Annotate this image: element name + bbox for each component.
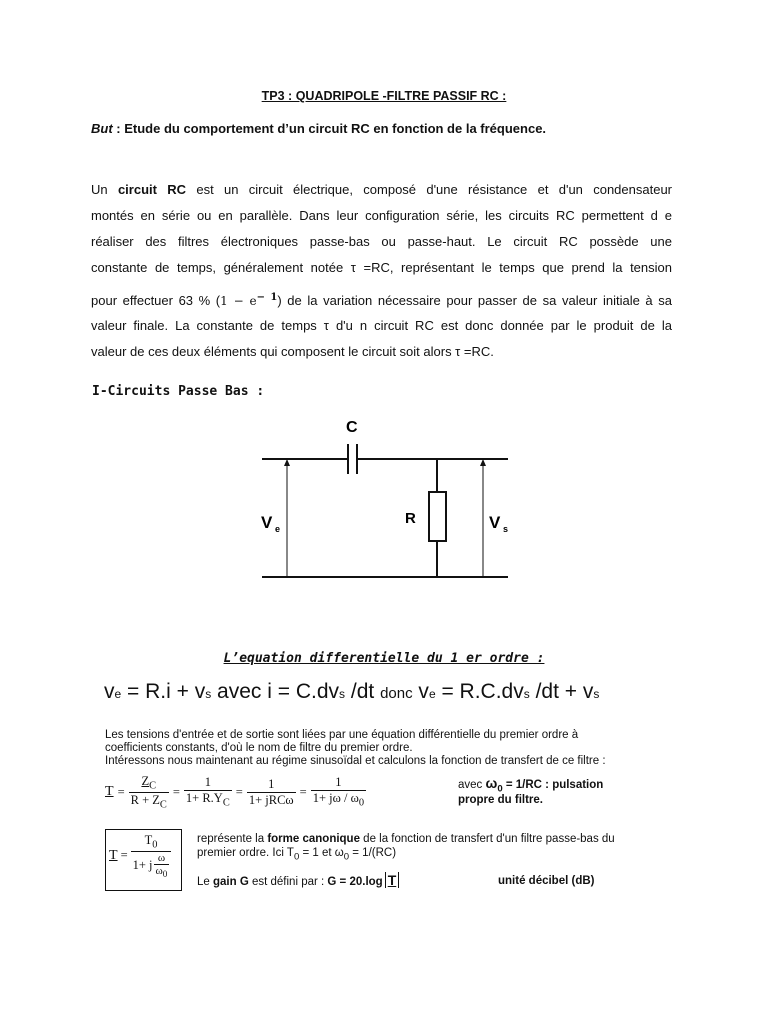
- omega-denominator: [154, 865, 170, 879]
- resistor-symbol: [429, 492, 446, 541]
- desc-text: = 1 et ω: [299, 847, 344, 859]
- eq-term: = R.i + v: [121, 680, 206, 703]
- rc-circuit-diagram: [240, 408, 530, 588]
- canonical-formula: [109, 833, 171, 879]
- intro-text: ) de la variation nécessaire pour passer de sa valeur initiale à sa: [277, 293, 672, 308]
- resistor-label: R: [405, 510, 416, 527]
- fraction-numerator: [129, 774, 169, 793]
- fraction-denominator: [311, 791, 366, 809]
- desc-text: premier ordre. Ici T: [197, 847, 294, 859]
- desc-subscript: 0: [293, 851, 300, 863]
- desc-keyword: forme canonique: [267, 833, 360, 845]
- canonical-symbol: T: [109, 847, 118, 863]
- intro-line-2: montés en série ou en parallèle. Dans leur configuration série, les circuits RC permettent d e: [91, 208, 672, 223]
- denominator-text: 1+ j: [132, 857, 153, 872]
- eq-term: = R.C.dv: [435, 680, 524, 703]
- denominator-sub: C: [159, 799, 167, 810]
- eq-subscript: s: [593, 687, 600, 701]
- eq-term: v: [412, 680, 429, 703]
- explain-line-3: Intéressons nous maintenant au régime sinusoïdal et calculons la fonction de transfert de ce filtre :: [105, 755, 606, 767]
- gain-modulus: T: [385, 872, 400, 888]
- intro-line-1: [91, 177, 672, 203]
- eq-term: /dt + v: [529, 680, 594, 703]
- note-text: avec: [458, 779, 486, 791]
- fraction-denominator: [129, 793, 169, 811]
- equation-title: L’equation differentielle du 1 er ordre :: [223, 651, 545, 666]
- intro-line-5: [91, 285, 672, 314]
- section-heading: I-Circuits Passe Bas :: [92, 384, 265, 399]
- decay-formula: [220, 294, 277, 308]
- canonical-denominator: [131, 852, 172, 879]
- eq-term: /dt: [345, 680, 381, 703]
- intro-line-4: constante de temps, généralement notée τ =RC, représentant le temps que prend la tension: [91, 260, 672, 275]
- denominator-sub: C: [222, 797, 230, 809]
- document-title: TP3 : QUADRIPOLE -FILTRE PASSIF RC :: [261, 89, 507, 103]
- canonical-form-box: [105, 829, 182, 891]
- differential-equation: [104, 680, 599, 704]
- note-value: = 1/RC: [502, 779, 542, 791]
- gain-unit: unité décibel (dB): [498, 875, 595, 887]
- gain-keyword: gain G: [213, 876, 249, 888]
- fraction-denominator: 1+ jRCω: [248, 792, 294, 807]
- numerator-text: Z: [141, 774, 150, 788]
- transfer-symbol: T: [105, 784, 114, 799]
- denominator-text: R + Z: [130, 792, 160, 807]
- equals-sign: =: [120, 848, 128, 863]
- input-voltage-subscript: e: [275, 524, 281, 534]
- decay-exponent: − 1: [256, 292, 278, 303]
- omega-den-sub: 0: [162, 868, 168, 879]
- fraction-ryc: [184, 775, 232, 809]
- equals-sign: =: [235, 784, 243, 799]
- eq-conjunction: donc: [380, 685, 413, 702]
- transfer-function: [105, 772, 366, 812]
- gain-definition: [197, 873, 399, 889]
- fraction-numerator: 1: [247, 777, 296, 793]
- intro-line-7: valeur de ces deux éléments qui composent le circuit soit alors τ =RC.: [91, 344, 494, 359]
- eq-subscript: s: [339, 687, 346, 701]
- fraction-numerator: 1: [311, 775, 366, 791]
- intro-text: Un: [91, 182, 118, 197]
- output-voltage-arrowhead: [480, 459, 486, 466]
- canonical-desc-line-1: [197, 832, 615, 846]
- omega-den-text: ω: [155, 864, 163, 877]
- goal-text: : Etude du comportement d’un circuit RC en fonction de la fréquence.: [112, 121, 547, 136]
- capacitor-label: C: [346, 419, 358, 436]
- pulsation-note-line-2: propre du filtre.: [458, 794, 543, 806]
- equals-sign: =: [172, 784, 180, 799]
- canonical-fraction: [131, 833, 172, 879]
- output-voltage-label: V: [489, 513, 501, 532]
- intro-text: est un circuit électrique, composé d'une résistance et d'un condensateur: [186, 182, 672, 197]
- goal-label: But: [91, 121, 113, 136]
- desc-text: = 1/(RC): [349, 847, 397, 859]
- desc-subscript: 0: [343, 851, 350, 863]
- omega-subscript: 0: [497, 783, 503, 795]
- intro-line-3: réaliser des filtres électroniques passe-bas ou passe-haut. Le circuit RC possède une: [91, 234, 672, 249]
- omega-ratio: [154, 852, 170, 879]
- eq-term: v: [104, 680, 115, 703]
- denominator-text: 1+ R.Y: [185, 791, 223, 806]
- gain-text: Le: [197, 876, 213, 888]
- omega-symbol: ω: [485, 775, 498, 791]
- omega-numerator: ω: [154, 852, 170, 865]
- input-voltage-arrowhead: [284, 459, 290, 466]
- eq-subscript: s: [523, 687, 530, 701]
- intro-keyword: circuit RC: [117, 182, 187, 197]
- numerator-sub: C: [149, 780, 157, 792]
- eq-subscript: s: [205, 687, 212, 701]
- fraction-numerator: 1: [184, 775, 232, 791]
- output-voltage-subscript: s: [503, 524, 509, 534]
- fraction-zc: [129, 774, 169, 810]
- goal-line: [91, 121, 546, 136]
- denominator-text: 1+ jω / ω: [312, 791, 359, 806]
- fraction-jw-w0: [311, 775, 366, 809]
- explain-line-2: coefficients constants, d'où le nom de filtre du premier ordre.: [105, 742, 413, 754]
- fraction-denominator: [184, 791, 232, 809]
- denominator-sub: 0: [358, 797, 365, 809]
- equals-sign: =: [299, 784, 307, 799]
- intro-text: pour effectuer 63 % (: [91, 293, 221, 308]
- canonical-desc-line-2: [197, 846, 396, 864]
- desc-text: représente la: [197, 833, 268, 845]
- numerator-text: T: [144, 833, 153, 847]
- gain-text: est défini par :: [248, 876, 328, 888]
- gain-formula: G = 20.log: [327, 876, 383, 888]
- note-text-bold: : pulsation: [541, 779, 604, 791]
- numerator-sub: 0: [152, 839, 158, 851]
- input-voltage-label: V: [261, 513, 273, 532]
- explain-line-1: Les tensions d'entrée et de sortie sont liées par une équation différentielle du premier ordre à: [105, 729, 579, 741]
- eq-term: avec i = C.dv: [211, 680, 340, 703]
- decay-base: 1 − e: [220, 294, 257, 308]
- eq-subscript: e: [428, 687, 436, 701]
- eq-subscript: e: [114, 687, 122, 701]
- canonical-numerator: [131, 833, 172, 852]
- intro-line-6: valeur finale. La constante de temps τ d'u n circuit RC est donc donnée par le produit de la: [91, 318, 672, 333]
- equals-sign: =: [117, 784, 125, 799]
- desc-text: de la fonction de transfert d'un filtre passe-bas du: [359, 833, 615, 845]
- fraction-jrcw: [247, 777, 296, 808]
